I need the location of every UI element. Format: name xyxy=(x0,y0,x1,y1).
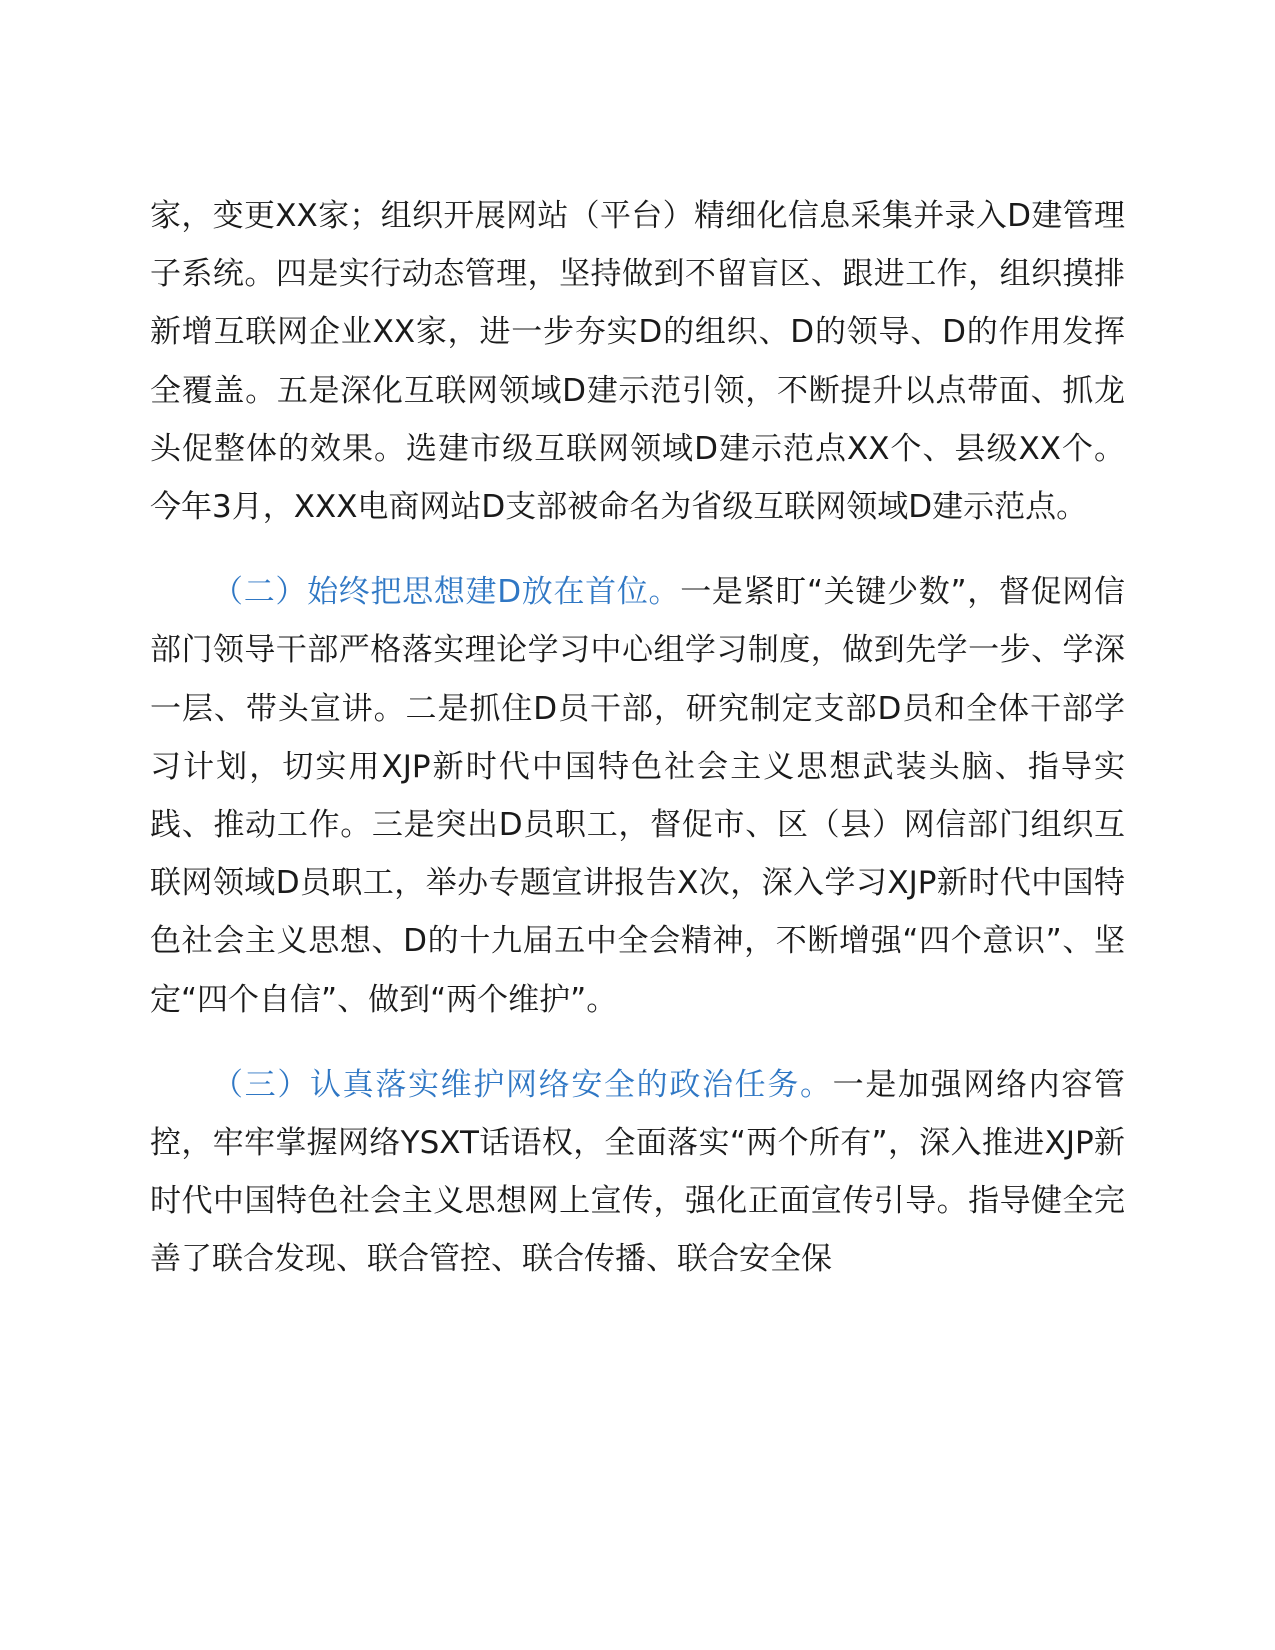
paragraph-gap xyxy=(150,536,1125,563)
paragraph-text: 一是加强网络内容管控，牢牢掌握网络YSXT话语权，全面落实“两个所有”，深入推进XJP新时代中国特色社会主义思想网上宣传，强化正面宣传引导。指导健全完善了联合发现、联合管控、联合传播、联合安全保 xyxy=(150,1066,1126,1278)
paragraph-network-security xyxy=(150,1056,1125,1289)
paragraph-text: 家，变更XX家；组织开展网站（平台）精细化信息采集并录入D建管理子系统。四是实行动态管理，坚持做到不留盲区、跟进工作，组织摸排新增互联网企业XX家，进一步夯实D的组织、D的领导、D的作用发挥全覆盖。五是深化互联网领域D建示范引领，不断提升以点带面、抓龙头促整体的效果。选建市级互联网领域D建示范点XX个、县级XX个。今年3月，XXX电商网站D支部被命名为省级互联网领域D建示范点。 xyxy=(150,198,1125,526)
paragraph-ideology xyxy=(150,563,1125,1029)
paragraph-text: 一是紧盯“关键少数”，督促网信部门领导干部严格落实理论学习中心组学习制度，做到先学一步、学深一层、带头宣讲。二是抓住D员干部，研究制定支部D员和全体干部学习计划，切实用XJP新时代中国特色社会主义思想武装头脑、指导实践、推动工作。三是突出D员职工，督促市、区（县）网信部门组织互联网领域D员职工，举办专题宣讲报告X次，深入学习XJP新时代中国特色社会主义思想、D的十九届五中全会精神，不断增强“四个意识”、坚定“四个自信”、做到“两个维护”。 xyxy=(150,574,1125,1018)
paragraph-continuation xyxy=(150,187,1125,536)
section-heading-3: （三）认真落实维护网络安全的政治任务。 xyxy=(212,1066,833,1103)
document-page xyxy=(150,187,1125,1289)
paragraph-gap xyxy=(150,1029,1125,1056)
section-heading-2: （二）始终把思想建D放在首位。 xyxy=(212,574,681,611)
